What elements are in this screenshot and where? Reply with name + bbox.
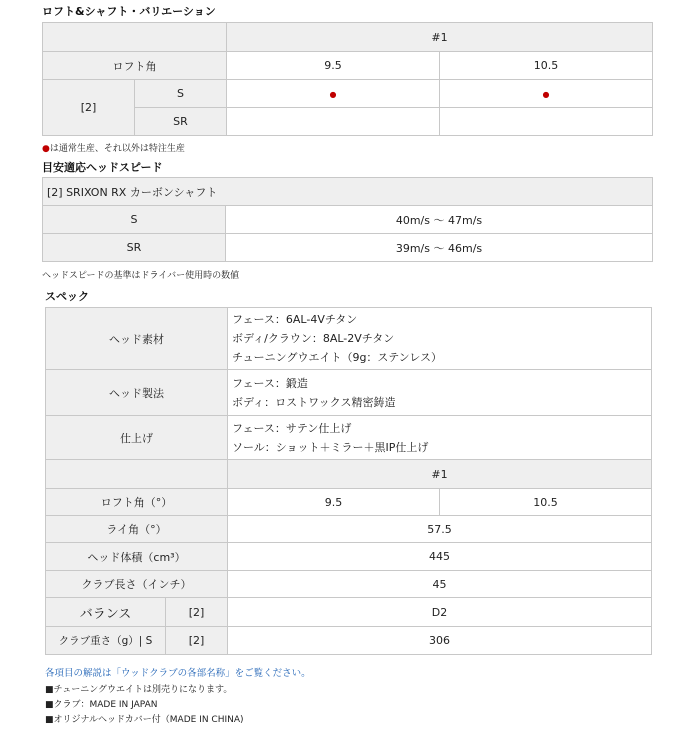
model-header: #1 xyxy=(227,23,653,52)
corner-cell xyxy=(43,23,227,52)
corner-cell xyxy=(46,460,228,489)
loft-label: ロフト角（°） xyxy=(46,489,228,516)
spec-table xyxy=(45,307,652,655)
finish-value xyxy=(228,416,652,460)
loft-label: ロフト角 xyxy=(43,52,227,80)
balance-label: バランス xyxy=(46,598,166,627)
standard-production-marker: ● xyxy=(542,90,550,99)
weight-shaft: [2] xyxy=(166,627,228,655)
method-line: フェース：鍛造 xyxy=(232,376,308,390)
method-line: ボディ：ロストワックス精密鋳造 xyxy=(232,395,396,409)
finish-line: ソール：ショット＋ミラー＋黒IP仕上げ xyxy=(232,440,429,454)
lie-value: 57.5 xyxy=(228,516,652,543)
weight-value: 306 xyxy=(228,627,652,655)
material-line: ボディ/クラウン：8AL-2Vチタン xyxy=(232,332,395,345)
material-line: フェース：6AL-4Vチタン xyxy=(232,313,358,326)
material-value xyxy=(228,308,652,370)
note-marker: ● xyxy=(42,144,50,154)
shaft-group-label: [2] xyxy=(43,80,135,136)
parts-guide-link[interactable]: 各項目の解説は「ウッドクラブの各部名称」をご覧ください。 xyxy=(45,668,311,679)
material-line: チューニングウエイト（9g：ステンレス） xyxy=(232,351,443,364)
loft-shaft-table xyxy=(42,22,653,136)
lie-label: ライ角（°） xyxy=(46,516,228,543)
volume-value: 445 xyxy=(228,543,652,571)
production-note xyxy=(42,141,185,154)
speed-range: 40m/s ～ 47m/s xyxy=(226,206,653,234)
availability-cell xyxy=(227,80,440,108)
weight-label: クラブ重さ（g）| S xyxy=(46,627,166,655)
loft-value: 9.5 xyxy=(227,52,440,80)
method-label: ヘッド製法 xyxy=(46,370,228,416)
flex-label: S xyxy=(43,206,226,234)
length-value: 45 xyxy=(228,571,652,598)
loft-value: 9.5 xyxy=(228,489,440,516)
loft-value: 10.5 xyxy=(440,52,653,80)
footer-note: ■オリジナルヘッドカバー付（MADE IN CHINA) xyxy=(45,715,244,725)
loft-value: 10.5 xyxy=(440,489,652,516)
footer-note: ■チューニングウエイトは別売りになります。 xyxy=(45,685,233,695)
balance-value: D2 xyxy=(228,598,652,627)
finish-label: 仕上げ xyxy=(46,416,228,460)
shaft-header: [2] SRIXON RX カーボンシャフト xyxy=(43,178,653,206)
finish-line: フェース：サテン仕上げ xyxy=(232,421,352,435)
footer-note: ■クラブ：MADE IN JAPAN xyxy=(45,700,158,710)
section-title-loft-shaft: ロフト&シャフト・バリエーション xyxy=(42,5,216,18)
volume-label: ヘッド体積（cm³） xyxy=(46,543,228,571)
method-value xyxy=(228,370,652,416)
availability-cell xyxy=(440,80,653,108)
section-title-head-speed: 目安適応ヘッドスピード xyxy=(42,161,163,174)
shaft-label: S xyxy=(135,80,227,108)
head-speed-table xyxy=(42,177,653,262)
material-label: ヘッド素材 xyxy=(46,308,228,370)
head-speed-note: ヘッドスピードの基準はドライバー使用時の数値 xyxy=(42,271,240,281)
shaft-label: SR xyxy=(135,108,227,136)
standard-production-marker: ● xyxy=(329,90,337,99)
availability-cell xyxy=(440,108,653,136)
length-label: クラブ長さ（インチ） xyxy=(46,571,228,598)
availability-cell xyxy=(227,108,440,136)
note-text: は通常生産、それ以外は特注生産 xyxy=(49,144,185,154)
speed-range: 39m/s ～ 46m/s xyxy=(226,234,653,262)
flex-label: SR xyxy=(43,234,226,262)
section-title-spec: スペック xyxy=(45,290,89,303)
model-header: #1 xyxy=(228,460,652,489)
balance-shaft: [2] xyxy=(166,598,228,627)
